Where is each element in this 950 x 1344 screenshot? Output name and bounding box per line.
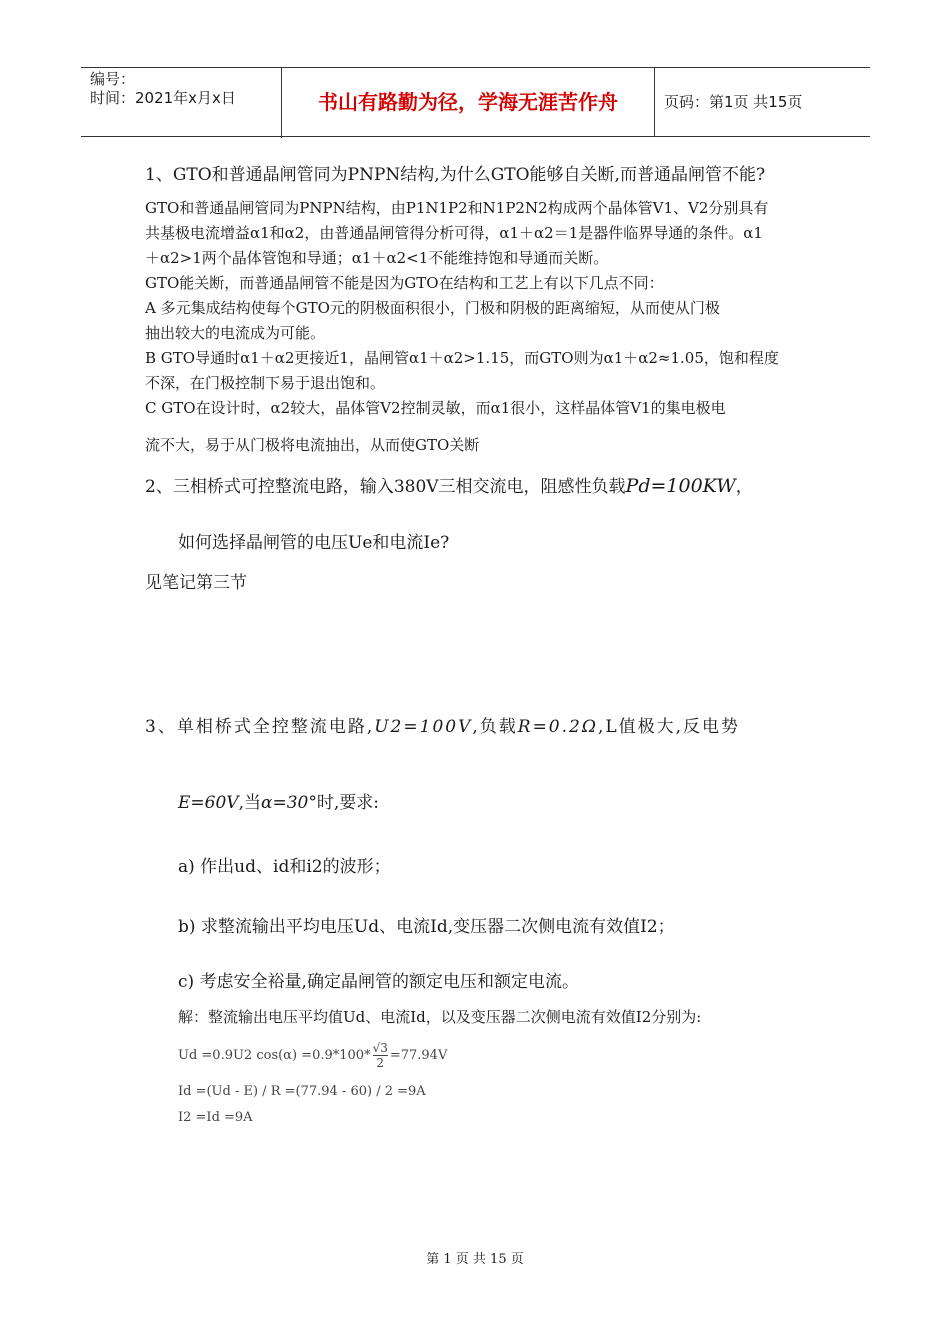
q2-answer: 见笔记第三节 — [145, 573, 247, 593]
q1-answer-line: 共基极电流增益α1和α2，由普通晶闸管得分析可得，α1＋α2＝1是器件临界导通的条件。α1 — [145, 224, 763, 242]
page-header — [81, 67, 870, 137]
q2-question: 如何选择晶闸管的电压Ue和电流Ie? — [178, 533, 450, 553]
q2-title-end: ， — [735, 477, 753, 497]
q1-answer-line: B GTO导通时α1＋α2更接近1，晶闸管α1＋α2>1.15，而GTO则为α1＋α2≈1.05，饱和程度 — [145, 349, 779, 367]
q1-answer-line: C GTO在设计时，α2较大，晶体管V2控制灵敏，而α1很小，这样晶体管V1的集电极电 — [145, 399, 726, 417]
header-motto: 书山有路勤为径，学海无涯苦作舟 — [282, 68, 655, 136]
q1-answer-line: GTO能关断，而普通晶闸管不能是因为GTO在结构和工艺上有以下几点不同： — [145, 274, 664, 292]
q3-title-part: 3、单相桥式全控整流电路, — [145, 717, 375, 737]
equation-ud-right: =77.94V — [389, 1048, 448, 1063]
fraction-denominator: 2 — [376, 1056, 385, 1070]
q2-title-text: 2、三相桥式可控整流电路，输入380V三相交流电，阻感性负载 — [145, 477, 626, 497]
q3-angle-formula: α=30° — [260, 793, 317, 813]
q3-item-c: c) 考虑安全裕量,确定晶闸管的额定电压和额定电流。 — [178, 972, 579, 992]
q3-item-b: b) 求整流输出平均电压Ud、电流Id,变压器二次侧电流有效值I2； — [178, 917, 675, 937]
number-label: 编号： — [90, 70, 136, 88]
q3-condition — [178, 788, 379, 813]
equation-ud-left: Ud =0.9U2 cos(α) =0.9*100* — [178, 1048, 371, 1063]
q1-answer-line: A 多元集成结构使每个GTO元的阴极面积很小，门极和阴极的距离缩短，从而使从门极 — [145, 299, 720, 317]
q1-answer-line: 流不大，易于从门极将电流抽出，从而使GTO关断 — [145, 436, 480, 454]
q1-answer-line: ＋α2>1两个晶体管饱和导通；α1＋α2<1不能维持饱和导通而关断。 — [145, 249, 609, 267]
sqrt3-over-2-fraction — [373, 1041, 388, 1070]
q3-title-part: ,负载 — [472, 717, 518, 737]
fraction-numerator: √3 — [372, 1041, 388, 1055]
q3-item-a: a) 作出ud、id和i2的波形； — [178, 857, 391, 877]
q2-power-formula: Pd=100KW — [625, 475, 736, 497]
q3-condition-text: ,当 — [238, 793, 261, 813]
q3-title-part: ,L值极大,反电势 — [597, 717, 741, 737]
equation-id: Id =(Ud - E) / R =(77.94 - 60) / 2 =9A — [178, 1084, 426, 1099]
header-meta — [81, 68, 282, 138]
q3-condition-text: 时,要求: — [316, 793, 379, 813]
equation-i2: I2 =Id =9A — [178, 1110, 253, 1125]
q2-title — [145, 472, 753, 497]
q1-answer-line: 抽出较大的电流成为可能。 — [145, 324, 326, 342]
page-footer: 第 1 页 共 15 页 — [426, 1252, 524, 1267]
q1-title: 1、GTO和普通晶闸管同为PNPN结构,为什么GTO能够自关断,而普通晶闸管不能? — [145, 165, 766, 185]
equation-ud — [178, 1041, 447, 1070]
q3-emf-formula: E=60V — [178, 793, 239, 813]
q3-voltage-formula: U2=100V — [374, 717, 473, 737]
q3-solution-intro: 解：整流输出电压平均值Ud、电流Id，以及变压器二次侧电流有效值I2分别为: — [178, 1008, 702, 1026]
time-label: 时间：2021年x月x日 — [90, 89, 236, 107]
q3-resistance-formula: R=0.2Ω — [517, 717, 598, 737]
q1-answer-line: 不深，在门极控制下易于退出饱和。 — [145, 374, 386, 392]
q1-answer-line: GTO和普通晶闸管同为PNPN结构，由P1N1P2和N1P2N2构成两个晶体管V1、V2分别具有 — [145, 199, 769, 217]
q3-title — [145, 712, 740, 737]
header-page-info: 页码：第1页 共15页 — [664, 93, 803, 111]
